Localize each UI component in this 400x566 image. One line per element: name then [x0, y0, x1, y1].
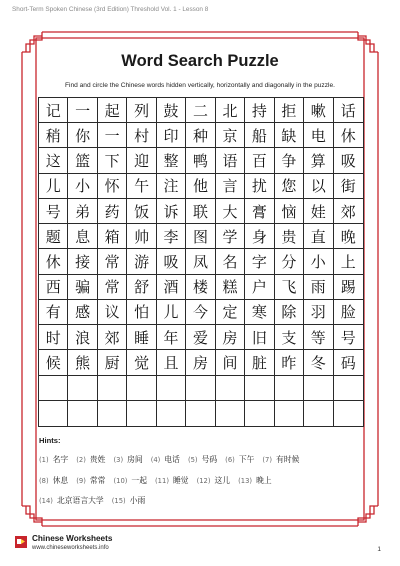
grid-cell[interactable]: 飞	[275, 275, 304, 300]
grid-cell[interactable]: 户	[245, 275, 274, 300]
hint-item	[238, 471, 272, 492]
hint-item	[113, 471, 147, 492]
grid-cell[interactable]: 扰	[245, 174, 274, 199]
grid-cell[interactable]: 除	[275, 300, 304, 325]
grid-cell[interactable]: 这	[39, 148, 68, 173]
grid-cell[interactable]: 觉	[127, 350, 156, 375]
grid-cell[interactable]: 鸭	[186, 148, 215, 173]
hint-number: (10)	[113, 476, 128, 485]
grid-cell-empty	[186, 376, 215, 401]
grid-cell[interactable]: 冬	[304, 350, 333, 375]
hint-item	[39, 491, 104, 512]
hint-number: (6)	[225, 456, 235, 464]
grid-cell[interactable]: 一	[68, 98, 97, 123]
hint-item	[39, 450, 68, 471]
grid-cell[interactable]: 有	[39, 300, 68, 325]
hint-word: 这儿	[214, 475, 231, 485]
grid-cell[interactable]: 寒	[245, 300, 274, 325]
grid-cell[interactable]: 起	[98, 98, 127, 123]
grid-cell[interactable]: 熊	[68, 350, 97, 375]
grid-cell[interactable]: 骗	[68, 275, 97, 300]
grid-cell[interactable]: 下	[98, 148, 127, 173]
grid-cell[interactable]: 午	[127, 174, 156, 199]
grid-cell-empty	[216, 401, 245, 426]
grid-cell[interactable]: 话	[334, 98, 363, 123]
hint-number: (4)	[150, 456, 161, 464]
grid-cell[interactable]: 语	[216, 148, 245, 173]
grid-cell[interactable]: 儿	[39, 174, 68, 199]
grid-cell[interactable]: 您	[275, 174, 304, 199]
grid-cell[interactable]: 缺	[275, 123, 304, 148]
grid-cell[interactable]: 稍	[39, 123, 68, 148]
grid-cell-empty	[275, 401, 304, 426]
grid-cell[interactable]: 房	[216, 325, 245, 350]
grid-cell[interactable]: 身	[245, 224, 274, 249]
hint-word: 常常	[89, 475, 106, 485]
grid-cell[interactable]: 联	[186, 199, 215, 224]
grid-cell[interactable]: 吸	[157, 249, 186, 274]
grid-cell[interactable]: 怕	[127, 300, 156, 325]
hint-word: 小雨	[129, 496, 146, 505]
grid-cell-empty	[157, 401, 186, 426]
instructions-text: Find and circle the Chinese words hidden vertically, horizontally and diagonally in the puzzle.	[64, 82, 335, 89]
grid-cell[interactable]: 脏	[245, 350, 274, 375]
grid-cell[interactable]: 浪	[68, 325, 97, 350]
grid-cell[interactable]: 字	[245, 249, 274, 274]
grid-cell-empty	[245, 401, 274, 426]
grid-cell[interactable]: 定	[216, 300, 245, 325]
grid-cell[interactable]: 凤	[186, 249, 215, 274]
hint-number: (12)	[196, 476, 211, 485]
hint-word: 睡觉	[172, 475, 189, 485]
grid-cell[interactable]: 列	[127, 98, 156, 123]
hint-word: 北京语言大学	[56, 496, 104, 505]
footer-brand: Chinese Worksheets	[32, 534, 113, 543]
grid-cell[interactable]: 图	[186, 224, 215, 249]
grid-cell[interactable]: 儿	[157, 300, 186, 325]
grid-cell[interactable]: 你	[68, 123, 97, 148]
grid-cell[interactable]: 篮	[68, 148, 97, 173]
grid-cell-empty	[186, 401, 215, 426]
grid-cell[interactable]: 感	[68, 300, 97, 325]
grid-cell[interactable]: 电	[304, 123, 333, 148]
grid-cell[interactable]: 分	[275, 249, 304, 274]
grid-cell[interactable]: 且	[157, 350, 186, 375]
grid-cell[interactable]: 娃	[304, 199, 333, 224]
grid-cell[interactable]: 议	[98, 300, 127, 325]
hint-word: 有时候	[276, 455, 300, 464]
hint-word: 一起	[131, 475, 148, 485]
grid-cell[interactable]: 吸	[334, 148, 363, 173]
grid-cell-empty	[98, 401, 127, 426]
grid-cell[interactable]: 脸	[334, 300, 363, 325]
grid-cell[interactable]: 持	[245, 98, 274, 123]
grid-cell[interactable]: 药	[98, 199, 127, 224]
grid-cell[interactable]: 恼	[275, 199, 304, 224]
grid-cell[interactable]: 注	[157, 174, 186, 199]
grid-cell[interactable]: 接	[68, 249, 97, 274]
grid-cell[interactable]: 休	[334, 123, 363, 148]
hint-word: 晚上	[256, 475, 272, 485]
page-number: 1	[377, 546, 381, 553]
hint-word: 名字	[52, 455, 69, 464]
grid-cell[interactable]: 二	[186, 98, 215, 123]
grid-cell-empty	[245, 376, 274, 401]
grid-cell[interactable]: 嗽	[304, 98, 333, 123]
grid-cell[interactable]: 船	[245, 123, 274, 148]
grid-cell[interactable]: 村	[127, 123, 156, 148]
hint-number: (7)	[262, 456, 273, 464]
grid-cell[interactable]: 拒	[275, 98, 304, 123]
grid-cell[interactable]: 号	[334, 325, 363, 350]
grid-cell[interactable]: 西	[39, 275, 68, 300]
hint-number: (11)	[155, 476, 169, 485]
grid-cell[interactable]: 酒	[157, 275, 186, 300]
grid-cell[interactable]: 箱	[98, 224, 127, 249]
grid-cell[interactable]: 李	[157, 224, 186, 249]
grid-cell[interactable]: 印	[157, 123, 186, 148]
hint-item	[188, 450, 217, 471]
footer-url[interactable]: www.chineseworksheets.info	[32, 545, 109, 551]
grid-cell-empty	[157, 376, 186, 401]
grid-cell[interactable]: 息	[68, 224, 97, 249]
hints-list	[39, 450, 369, 512]
hint-word: 贵姓	[89, 455, 106, 464]
grid-cell[interactable]: 种	[186, 123, 215, 148]
grid-cell[interactable]: 厨	[98, 350, 127, 375]
grid-cell-empty	[304, 401, 333, 426]
grid-cell[interactable]: 间	[216, 350, 245, 375]
grid-cell-empty	[127, 376, 156, 401]
grid-cell[interactable]: 街	[334, 174, 363, 199]
grid-cell[interactable]: 时	[39, 325, 68, 350]
hint-number: (1)	[39, 456, 49, 464]
grid-cell[interactable]: 爱	[186, 325, 215, 350]
grid-cell[interactable]: 常	[98, 275, 127, 300]
hint-number: (2)	[76, 456, 86, 464]
grid-cell-empty	[127, 401, 156, 426]
hint-number: (5)	[187, 456, 198, 464]
grid-cell[interactable]: 今	[186, 300, 215, 325]
grid-cell[interactable]: 码	[334, 350, 363, 375]
hint-word: 下午	[238, 455, 255, 464]
hint-number: (15)	[111, 497, 126, 505]
grid-cell[interactable]: 以	[304, 174, 333, 199]
grid-cell[interactable]: 游	[127, 249, 156, 274]
hints-label: Hints:	[39, 436, 61, 445]
grid-cell[interactable]: 弟	[68, 199, 97, 224]
hint-number: (3)	[113, 456, 124, 464]
grid-cell[interactable]: 候	[39, 350, 68, 375]
word-search-grid	[38, 97, 364, 427]
hint-item	[76, 471, 105, 492]
hint-item	[76, 450, 105, 471]
grid-cell[interactable]: 小	[68, 174, 97, 199]
grid-cell[interactable]: 算	[304, 148, 333, 173]
grid-cell[interactable]: 糕	[216, 275, 245, 300]
grid-cell-empty	[304, 376, 333, 401]
grid-cell[interactable]: 房	[186, 350, 215, 375]
hint-word: 电话	[164, 455, 180, 464]
hint-number: (13)	[238, 476, 253, 485]
grid-cell-empty	[98, 376, 127, 401]
puzzle-title: Word Search Puzzle	[121, 52, 279, 70]
grid-cell[interactable]: 郊	[334, 199, 363, 224]
grid-cell-empty	[68, 401, 97, 426]
grid-cell[interactable]: 旧	[245, 325, 274, 350]
hint-item	[155, 471, 189, 492]
grid-cell[interactable]: 百	[245, 148, 274, 173]
grid-cell[interactable]: 睡	[127, 325, 156, 350]
grid-cell[interactable]: 诉	[157, 199, 186, 224]
grid-cell[interactable]: 学	[216, 224, 245, 249]
grid-cell[interactable]: 年	[157, 325, 186, 350]
grid-cell[interactable]: 饭	[127, 199, 156, 224]
grid-cell[interactable]: 怀	[98, 174, 127, 199]
grid-cell[interactable]: 争	[275, 148, 304, 173]
grid-cell-empty	[39, 376, 68, 401]
hint-item	[262, 450, 299, 471]
grid-cell[interactable]: 大	[216, 199, 245, 224]
grid-cell[interactable]: 小	[304, 249, 333, 274]
grid-cell[interactable]: 贵	[275, 224, 304, 249]
hint-item	[197, 471, 231, 492]
grid-cell[interactable]: 帅	[127, 224, 156, 249]
hint-item	[39, 471, 68, 492]
grid-cell[interactable]: 常	[98, 249, 127, 274]
grid-cell[interactable]: 直	[304, 224, 333, 249]
grid-cell[interactable]: 休	[39, 249, 68, 274]
grid-cell[interactable]: 记	[39, 98, 68, 123]
hint-word: 休息	[52, 475, 69, 485]
grid-cell[interactable]: 号	[39, 199, 68, 224]
grid-cell[interactable]: 晚	[334, 224, 363, 249]
grid-cell-empty	[334, 376, 363, 401]
grid-cell[interactable]: 上	[334, 249, 363, 274]
hint-number: (8)	[39, 476, 49, 485]
grid-cell[interactable]: 一	[98, 123, 127, 148]
grid-cell[interactable]: 整	[157, 148, 186, 173]
hint-item	[112, 491, 146, 512]
hint-number: (14)	[39, 497, 53, 505]
hint-word: 房间	[127, 455, 143, 464]
grid-cell-empty	[39, 401, 68, 426]
hint-word: 号码	[201, 455, 218, 464]
grid-cell[interactable]: 北	[216, 98, 245, 123]
grid-cell[interactable]: 京	[216, 123, 245, 148]
grid-cell[interactable]: 他	[186, 174, 215, 199]
grid-cell[interactable]: 楼	[186, 275, 215, 300]
grid-cell-empty	[334, 401, 363, 426]
grid-cell[interactable]: 言	[216, 174, 245, 199]
grid-cell[interactable]: 迎	[127, 148, 156, 173]
hint-item	[113, 450, 142, 471]
grid-cell[interactable]: 等	[304, 325, 333, 350]
grid-cell[interactable]: 舒	[127, 275, 156, 300]
grid-cell[interactable]: 郊	[98, 325, 127, 350]
grid-cell[interactable]: 雨	[304, 275, 333, 300]
page-header: Short-Term Spoken Chinese (3rd Edition) Threshold Vol. 1 - Lesson 8	[12, 6, 209, 13]
grid-cell-empty	[275, 376, 304, 401]
hint-number: (9)	[76, 476, 86, 485]
grid-cell[interactable]: 鼓	[157, 98, 186, 123]
grid-cell[interactable]: 支	[275, 325, 304, 350]
grid-cell[interactable]: 昨	[275, 350, 304, 375]
hint-item	[225, 450, 254, 471]
grid-cell[interactable]: 羽	[304, 300, 333, 325]
grid-cell[interactable]: 踢	[334, 275, 363, 300]
flag-icon	[14, 535, 28, 549]
grid-cell[interactable]: 名	[216, 249, 245, 274]
grid-cell[interactable]: 题	[39, 224, 68, 249]
grid-cell-empty	[216, 376, 245, 401]
grid-cell-empty	[68, 376, 97, 401]
hint-item	[151, 450, 180, 471]
grid-cell[interactable]: 膏	[245, 199, 274, 224]
